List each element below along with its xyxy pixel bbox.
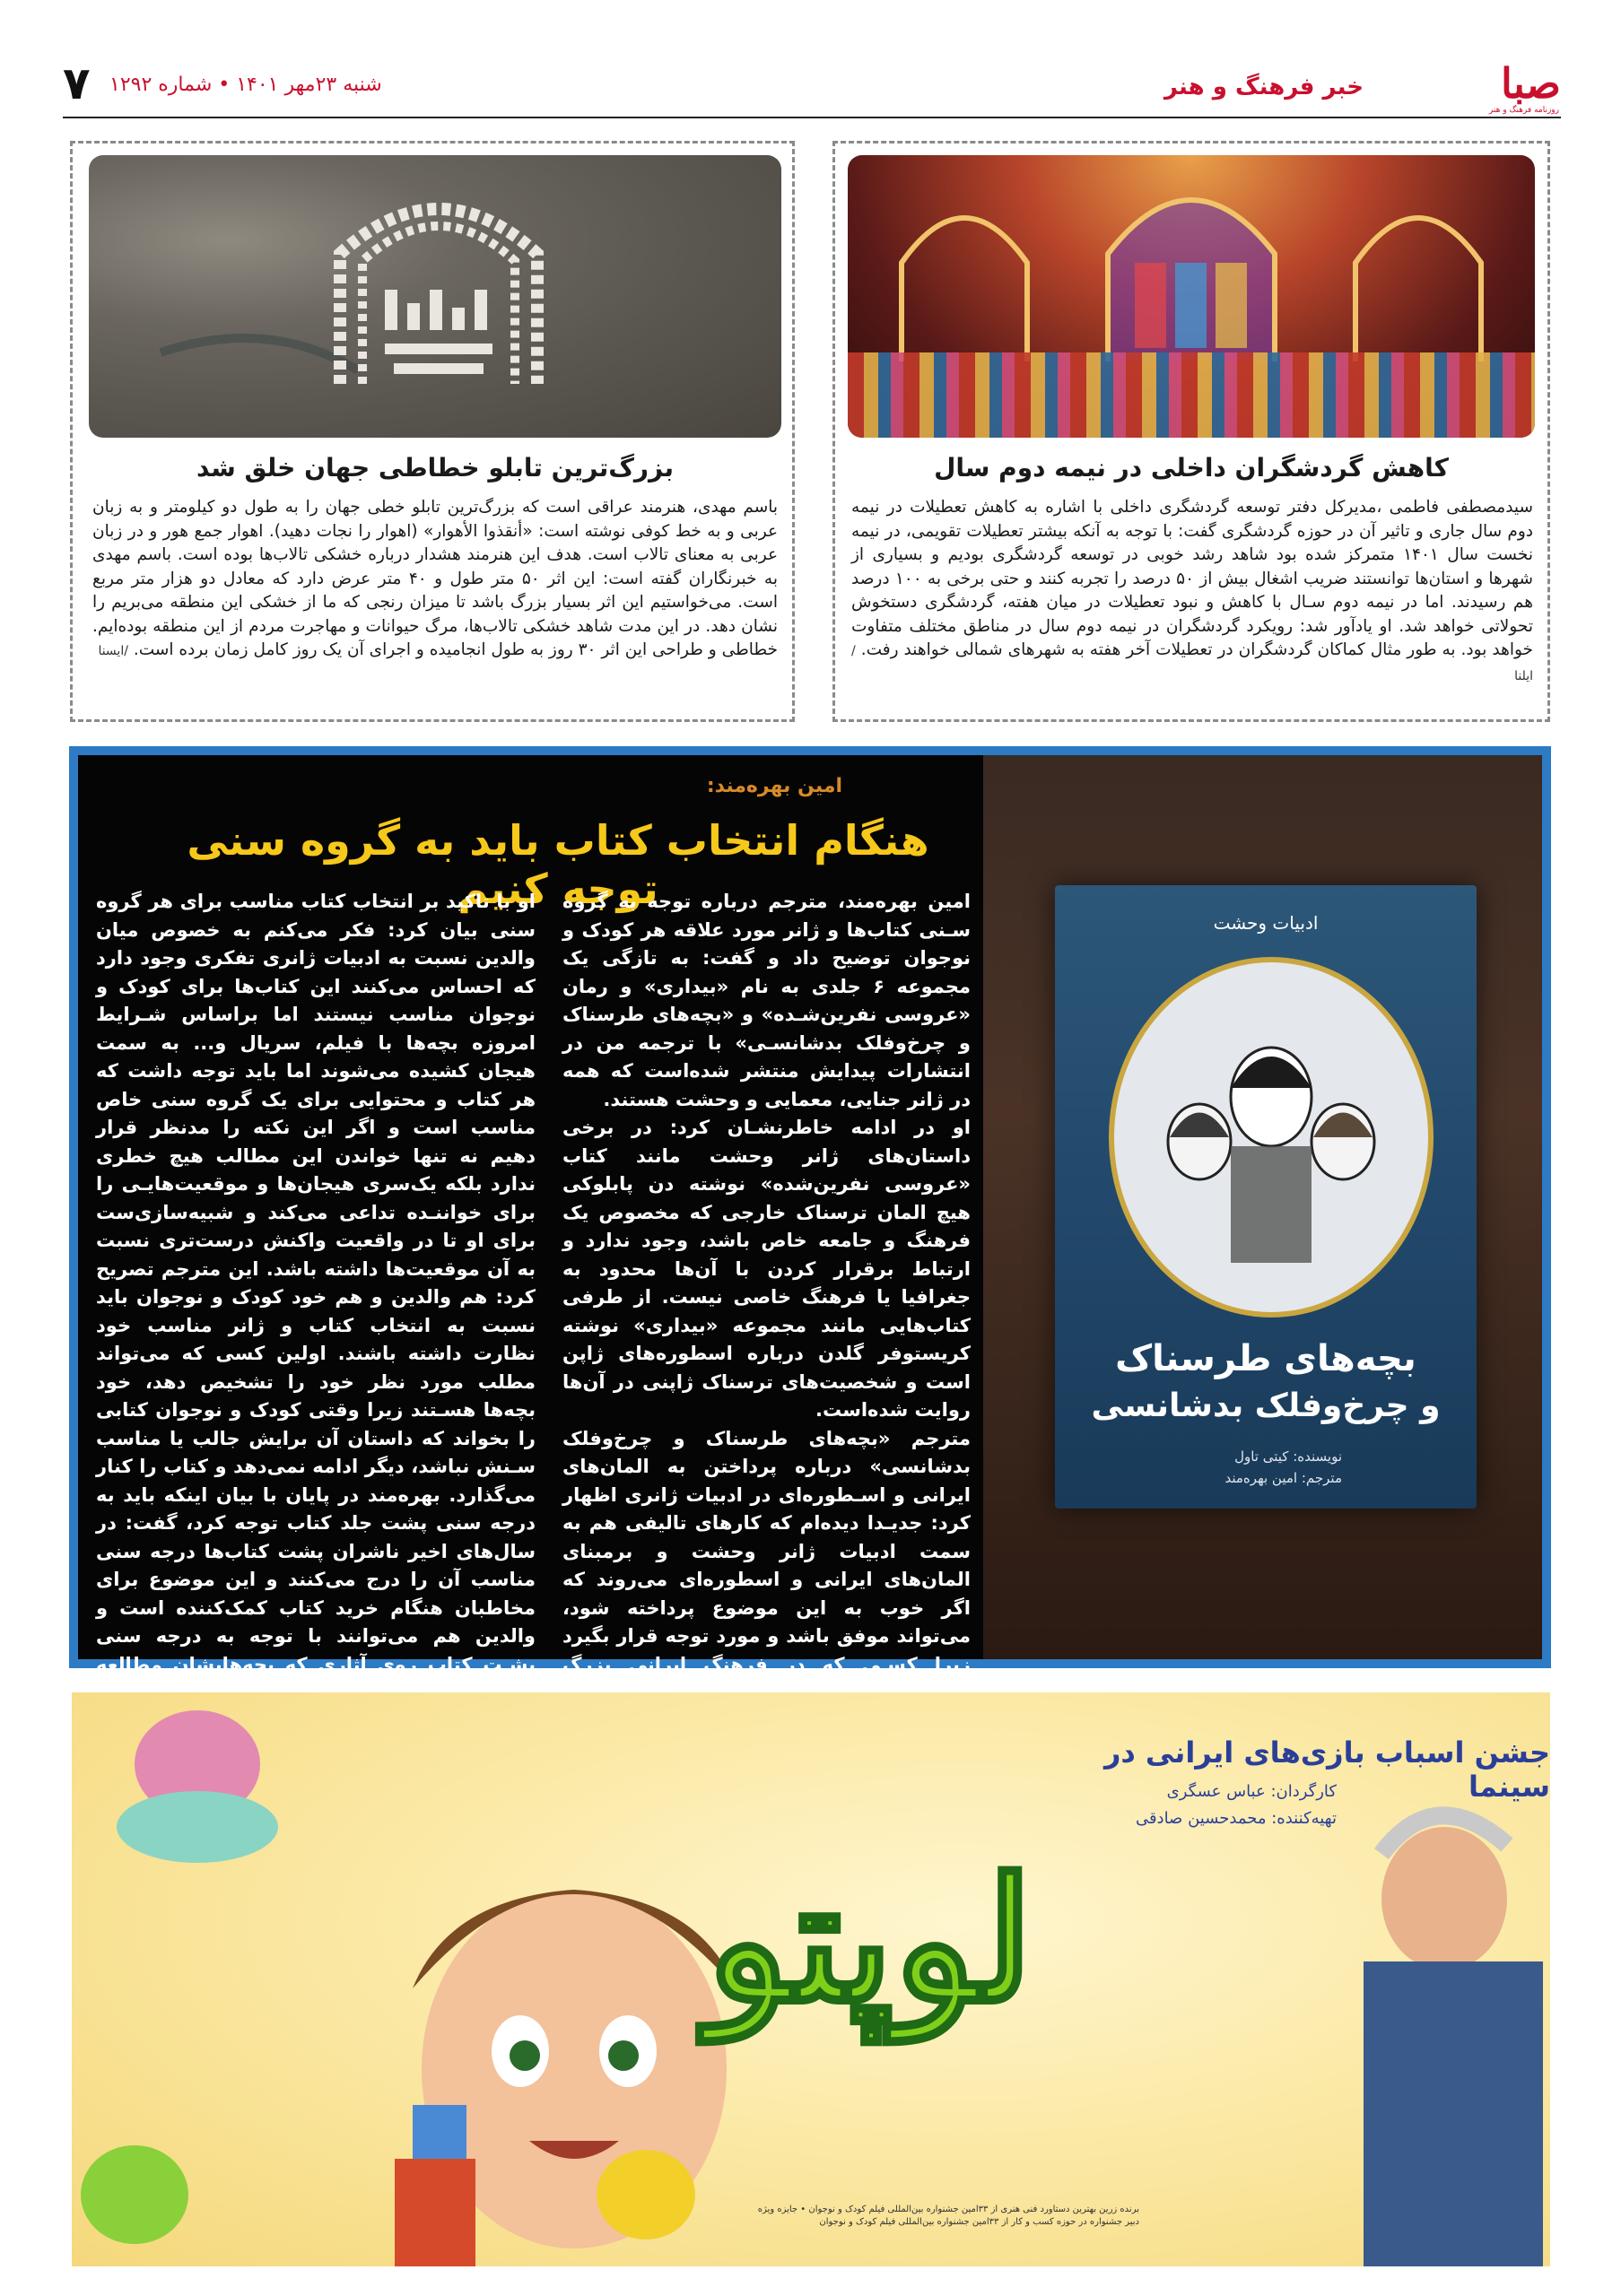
ad-awards: برنده زرین بهترین دستاورد فنی هنری از ۳۳امین جشنواره بین‌المللی فیلم کودک و نوجوان • جایزه ویژه دبیر جشنواره در حوزه کسب و کار از ۳۳امین جشنواره بین‌المللی فیلم کودک و نوجوان — [757, 2205, 1139, 2227]
children-illustration — [1114, 962, 1428, 1312]
feature-panel — [78, 755, 1542, 1675]
newspaper-logo: صبا — [1501, 59, 1561, 108]
page-header — [63, 54, 1561, 118]
news-text: سیدمصطفی فاطمی ،مدیرکل دفتر توسعه گردشگری داخلی با اشاره به کاهش تعطیلات در نیمه دوم سال جاری و تاثیر آن در حوزه گردشگری گفت: با توجه به آنکه بیشتر تعطیلات تقویمی، در نیمه نخست سال ۱۴۰۱ متمرکز شده بود شاهد رشد خوبی در توسعه گردشگری بودیم و بسیاری از شهرها و استان‌ها توانستند ضریب اشغال بیش از ۵۰ درصد را تجربه کنند و حتی برخی به ۱۰۰ درصد هم رسیدند. اما در نیمه دوم سـال با کاهش و نبود تعطیلات در میان هفته، گردشگری دستخوش تحولاتی خواهد شد. او یادآور شد: رویکرد گردشگران در نیمه دوم سال در مناطق مختلف متفاوت خواهد بود. به طور مثال کماکان گردشگران در تعطیلات آخر هفته به شهرهای شمالی خواهند رفت. — [851, 498, 1533, 659]
carpet-floor — [848, 352, 1535, 438]
news-box-calligraphy — [70, 141, 795, 722]
aerial-calligraphy-photo — [89, 155, 781, 438]
feature-column-left-text: او با تاکید بر انتخاب کتاب مناسب برای هر گروه سنی بیان کرد: فکر می‌کنم به خصوص میان والدین نسبت به ادبیات ژانری تفکری وجود دارد که احساس می‌کنند این کتاب‌ها برای کودک و نوجوان مناسب نیستند اما براساس شـرایط امروزه بچه‌ها با فیلم، سریال و... به سمت هیجان کشیده می‌شوند اما باید توجه داشت که هر کتاب و محتوایی برای یک گروه سنی خاص مناسب است و اگر این نکته را مدنظر قرار دهیم نه تنها خواندن این مطالب هیچ خطری ندارد بلکه یک‌سری هیجان‌ها و موقعیت‌هایـی را برای خواننـده تداعی می‌کند و شبیه‌سازی‌ست برای او تا در واقعیت واکنش درست‌تری نسبت به آن موقعیت‌ها داشته باشد. این مترجم تصریح کرد: هم والدین و هم خود کودک و نوجوان باید نسبت به انتخاب کتاب و ژانر مناسب خود نظارت داشته باشند. اولین کسی که می‌تواند مطلب مورد نظر خود را تشخیص دهد، خود بچه‌ها هسـتند زیرا وقتی کودک و نوجوان کتابی را بخواند که داستان آن برایش جالب یا مناسب سـنش نباشد، دیگر ادامه نمی‌دهد و کتاب را کنار می‌گذارد. بهره‌مند در پایان با بیان اینکه باید به درجه سنی پشت جلد کتاب توجه کرد، گفت: در سال‌های اخیر ناشران پشت کتاب‌ها درجه سنی مناسب آن را درج می‌کنند و این موضوع برای مخاطبان هنگام خرید کتاب کمک‌کننده است و والدین هم می‌توانند با توجه به درجه سنی پشـت کتاب روی آثاری که بچه‌هایشان مطالعه — [96, 891, 536, 1675]
mosque-photo — [848, 155, 1535, 438]
book-translator: مترجم: امین بهره‌مند — [1224, 1470, 1342, 1486]
newspaper-logo-subtitle: روزنامه فرهنگ و هنر — [1488, 106, 1559, 115]
book-author: نویسنده: کیتی تاول — [1234, 1448, 1342, 1465]
news-body — [92, 496, 778, 664]
ad-director: کارگردان: عباس عسگری — [1166, 1782, 1337, 1801]
book-cover-art — [983, 755, 1542, 1659]
film-advertisement — [72, 1692, 1550, 2266]
book-cover — [1055, 885, 1477, 1509]
film-logo: لوپتو — [706, 1840, 1034, 2040]
ad-producer: تهیه‌کننده: محمدحسین صادقی — [1135, 1809, 1337, 1828]
issue-info: شنبه ۲۳مهر ۱۴۰۱ • شماره ۱۲۹۲ — [109, 74, 382, 96]
ad-festival-title: جشن اسباب بازی‌های ایرانی در سینما — [1103, 1735, 1550, 1804]
news-source: /ایلنا — [851, 644, 1533, 683]
feature-article — [69, 746, 1551, 1675]
news-text: باسم مهدی، هنرمند عراقی است که بزرگ‌ترین تابلو خطی جهان را به طول دو کیلومتر و به زبان عربی و به خط کوفی نوشته است: «أنقذوا الأهوار» (اهوار را نجات دهید). اهوار جمع هور و در زبان عربی به معنای تالاب است. هدف این هنرمند هشدار درباره خشکی تالاب‌ها بوده است. باسم مهدی به خبرنگاران گفته است: این اثر ۵۰ متر طول و ۴۰ متر عرض دارد که معادل دو هزار متر مربع است. می‌خواستیم این اثر بسیار بزرگ باشد تا میزان رنجی که ما از خشکی این منطقه می‌بریم را نشان دهد. در این مدت شاهد خشکی تالاب‌ها، مرگ حیوانات و مهاجرت مردم از این منطقه بوده‌ایم. خطاطی و طراحی این اثر ۳۰ روز به طول انجامیده و اجرای آن یک روز کامل زمان برده است. — [92, 498, 778, 659]
news-title: کاهش گردشگران داخلی در نیمه دوم سال — [934, 453, 1449, 483]
feature-headline: هنگام انتخاب کتاب باید به گروه سنی توجه کنیم — [187, 816, 929, 913]
feature-column-right: امین بهره‌مند، مترجم درباره توجه به گروه سـنی کتاب‌ها و ژانر مورد علاقه هر کودک و نوجوان توضیح داد و گفت: به تازگی یک مجموعه ۶ جلدی به نام «بیداری» و رمان «عروسی نفرین‌شـده» و «بچه‌های طرسناک و چرخ‌وفلک بدشانسـی» با ترجمه من در انتشارات پیدایش منتشر شده‌است که همه در ژانر جنایی، معمایی و وحشت هستند. او در ادامه خاطرنشـان کرد: در برخی داستان‌های ژانر وحشت مانند کتاب «عروسی نفرین‌شده» نوشته دن پابلوکی هیچ المان ترسناک خارجی که مخصوص یک فرهنگ و جامعه خاص باشد، وجود ندارد و ارتباط برقرار کردن با آن‌ها محدود به جغرافیا یا فرهنگ خاصی نیست. از طرفی کتاب‌هایی مانند مجموعه «بیداری» نوشته کریستوفر گلدن درباره اسطوره‌های ژاپن است و شخصیت‌های ترسناک ژاپنی در آن‌ها روایت شده‌است. مترجم «بچه‌های طرسناک و چرخ‌وفلک بدشانسی» درباره پرداختن به المان‌های ایرانی و اسـطوره‌ای در ادبیات ژانری اظهار کرد: جدیـدا دیده‌ام که کارهای تالیفی هم به سمت ادبیات ژانر وحشت و برمبنای المان‌های ایرانی و اسطوره‌ای می‌روند که اگر خوب به این موضوع پرداخته شود، می‌تواند موفق باشد و مورد توجه قرار بگیرد زیرا کسـی که در فرهنگ ایرانی بزرگ — [562, 891, 971, 1675]
book-title-line-2: و چرخ‌وفلک بدشانسی — [1091, 1387, 1441, 1424]
news-box-tourism — [832, 141, 1550, 722]
section-title: خبر فرهنگ و هنر — [1163, 74, 1364, 100]
book-series-label: ادبیات وحشت — [1213, 912, 1319, 934]
feature-column-left — [96, 888, 536, 1710]
news-source: /ایسنا — [98, 644, 128, 658]
feature-kicker: امین بهره‌مند: — [706, 775, 842, 797]
news-body — [851, 496, 1533, 688]
page-number: ۷ — [63, 57, 91, 109]
news-title: بزرگ‌ترین تابلو خطاطی جهان خلق شد — [196, 453, 674, 483]
kufic-calligraphy-illustration — [89, 155, 781, 438]
book-title-line-1: بچه‌های طرسناک — [1115, 1338, 1416, 1379]
book-illustration-frame — [1109, 957, 1434, 1318]
